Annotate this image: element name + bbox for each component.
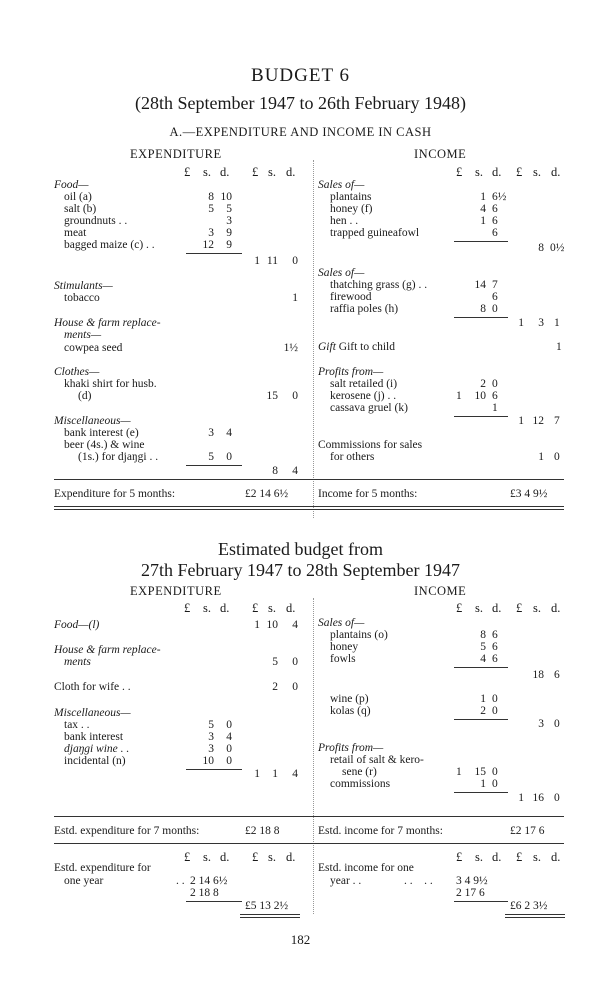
value: 9	[226, 227, 232, 239]
category-cloth: Cloth for wife . .	[54, 681, 131, 693]
item-gift: Gift Gift to child	[318, 341, 395, 353]
total-label: Income for 5 months:	[318, 488, 418, 500]
budget2-title: Estimated budget from	[218, 539, 383, 559]
value: 9	[226, 239, 232, 251]
value: 6	[492, 215, 498, 227]
value: 15	[474, 766, 486, 778]
item-salt-retailed: salt retailed (i)	[330, 378, 398, 390]
item-beer: beer (4s.) & wine	[64, 439, 145, 451]
col-pence: d.	[220, 165, 230, 179]
category-house-cont: ments—	[64, 329, 102, 341]
col-pence: d.	[286, 850, 296, 864]
value: 1	[538, 451, 544, 463]
item-fowls: fowls	[330, 653, 356, 665]
value: 1	[480, 693, 486, 705]
item-beer-cont: (1s.) for djaŋgi . .	[78, 451, 159, 463]
value: 1	[480, 778, 486, 790]
col-pence: d.	[286, 165, 296, 179]
value: 8	[208, 191, 214, 203]
col-pence: d.	[492, 165, 502, 179]
item-tobacco: tobacco	[64, 292, 100, 304]
col-pound: £	[252, 850, 259, 864]
income-heading: INCOME	[414, 147, 467, 161]
category-profits: Profits from—	[318, 366, 384, 378]
subtotal: 1	[518, 415, 524, 427]
col-shilling: s.	[203, 850, 211, 864]
value: 15	[266, 390, 278, 402]
value: 12	[202, 239, 214, 251]
col-shilling: s.	[533, 601, 541, 615]
column-divider	[313, 160, 314, 518]
item-bank-interest: bank interest (e)	[64, 427, 139, 439]
subtotal: 0	[292, 255, 298, 267]
col-shilling: s.	[475, 850, 483, 864]
rule	[54, 479, 564, 480]
value: 0	[492, 778, 498, 790]
value: 4	[226, 731, 232, 743]
year-value: 2 17 6	[456, 887, 485, 899]
value: 2	[480, 378, 486, 390]
value: 4	[292, 619, 298, 631]
col-pound: £	[252, 601, 259, 615]
item-guineafowl: trapped guineafowl	[330, 227, 420, 239]
rule	[54, 506, 564, 507]
subtotal: 1	[554, 317, 560, 329]
category-food: Food—	[54, 179, 89, 191]
col-pound: £	[252, 165, 259, 179]
expenditure-heading: EXPENDITURE	[130, 147, 222, 161]
category-misc: Miscellaneous—	[54, 415, 131, 427]
subtotal: 1	[254, 768, 260, 780]
value: 2	[480, 705, 486, 717]
col-pound: £	[456, 165, 463, 179]
item-groundnuts: groundnuts . .	[64, 215, 128, 227]
subtotal: 1	[254, 255, 260, 267]
rule	[54, 509, 564, 510]
total-label: Estd. expenditure for 7 months:	[54, 825, 200, 837]
value: 0	[292, 681, 298, 693]
item-cowpea: cowpea seed	[64, 342, 123, 354]
col-pence: d.	[220, 601, 230, 615]
col-pound: £	[456, 850, 463, 864]
value: 3	[208, 427, 214, 439]
total-label: Estd. income for 7 months:	[318, 825, 443, 837]
value: 2	[272, 681, 278, 693]
value: 1	[480, 191, 486, 203]
value: 0	[226, 719, 232, 731]
value: 5	[272, 656, 278, 668]
subtotal-rule	[454, 719, 508, 720]
value: 8	[480, 629, 486, 641]
col-shilling: s.	[268, 601, 276, 615]
item-maize: bagged maize (c) . .	[64, 239, 155, 251]
subtotal-rule	[454, 241, 508, 242]
year-label: Estd. expenditure for	[54, 862, 151, 874]
col-pound: £	[516, 165, 523, 179]
col-pence: d.	[551, 850, 561, 864]
dots: . .	[176, 875, 185, 887]
value: 1	[254, 619, 260, 631]
value: 6½	[492, 191, 507, 203]
item-tax: tax . .	[64, 719, 90, 731]
year-total: £5 13 2½	[245, 900, 289, 912]
value: 1½	[283, 342, 298, 354]
total-value: £2 17 6	[510, 825, 545, 837]
category-food: Food—(l)	[54, 619, 100, 631]
value: 1	[492, 402, 498, 414]
subtotal: 18	[532, 669, 544, 681]
year-label-cont: year . .	[330, 875, 362, 887]
category-house-cont: ments	[64, 656, 91, 668]
total-value: £3 4 9½	[510, 488, 548, 500]
value: 0	[292, 656, 298, 668]
value: 10	[474, 390, 486, 402]
column-divider	[313, 598, 314, 914]
value: 1	[556, 341, 562, 353]
item-honey: honey (f)	[330, 203, 373, 215]
item-cassava-gruel: cassava gruel (k)	[330, 402, 408, 414]
col-shilling: s.	[268, 850, 276, 864]
double-rule	[505, 914, 565, 915]
subtotal: 8	[272, 465, 278, 477]
page-title: BUDGET 6	[251, 65, 350, 86]
item-khaki: khaki shirt for husb.	[64, 378, 157, 390]
double-rule	[240, 914, 300, 915]
subtotal: 1	[518, 792, 524, 804]
value: 4	[480, 203, 486, 215]
value: 0	[492, 378, 498, 390]
year-label: Estd. income for one	[318, 862, 414, 874]
col-pound: £	[184, 165, 191, 179]
col-shilling: s.	[268, 165, 276, 179]
value: 5	[226, 203, 232, 215]
value: 6	[492, 203, 498, 215]
item-plantains: plantains (o)	[330, 629, 388, 641]
value: 1	[456, 766, 462, 778]
value: 0	[492, 766, 498, 778]
col-pound: £	[516, 850, 523, 864]
expenditure-heading: EXPENDITURE	[130, 584, 222, 598]
dots: . . . .	[404, 875, 433, 887]
col-pence: d.	[492, 850, 502, 864]
col-shilling: s.	[203, 601, 211, 615]
category-misc: Miscellaneous—	[54, 707, 131, 719]
subtotal: 6	[554, 669, 560, 681]
col-pound: £	[184, 850, 191, 864]
year-total: £6 2 3½	[510, 900, 548, 912]
col-pence: d.	[492, 601, 502, 615]
value: 4	[226, 427, 232, 439]
value: 3	[226, 215, 232, 227]
item-commissions: commissions	[330, 778, 391, 790]
value: 1	[292, 292, 298, 304]
col-pence: d.	[551, 165, 561, 179]
value: 3	[208, 731, 214, 743]
subtotal: 4	[292, 465, 298, 477]
subtotal-rule	[454, 792, 508, 793]
value: 0	[554, 451, 560, 463]
subtotal: 0½	[550, 242, 565, 254]
value: 6	[492, 291, 498, 303]
subtotal-rule	[454, 901, 508, 902]
total-value: £2 14 6½	[245, 488, 289, 500]
value: 6	[492, 653, 498, 665]
category-house: House & farm replace-	[54, 317, 161, 329]
year-label-cont: one year	[64, 875, 104, 887]
subtotal-rule	[186, 465, 242, 466]
col-shilling: s.	[533, 165, 541, 179]
item-retail-cont: sene (r)	[342, 766, 377, 778]
value: 6	[492, 227, 498, 239]
value: 5	[480, 641, 486, 653]
value: 7	[492, 279, 498, 291]
value: 6	[492, 641, 498, 653]
subtotal-rule	[186, 769, 242, 770]
item-thatching-grass: thatching grass (g) . .	[330, 279, 428, 291]
col-shilling: s.	[203, 165, 211, 179]
category-stimulants: Stimulants—	[54, 280, 113, 292]
budget2-subtitle: 27th February 1947 to 28th September 1947	[141, 560, 460, 580]
value: 5	[208, 719, 214, 731]
item-wine: wine (p)	[330, 693, 369, 705]
item-incidental: incidental (n)	[64, 755, 126, 767]
subtotal: 0	[554, 792, 560, 804]
col-pound: £	[184, 601, 191, 615]
col-pound: £	[516, 601, 523, 615]
subtotal: 16	[532, 792, 544, 804]
item-meat: meat	[64, 227, 87, 239]
value: 1	[456, 390, 462, 402]
item-oil: oil (a)	[64, 191, 92, 203]
item-kolas: kolas (q)	[330, 705, 371, 717]
value: 5	[208, 203, 214, 215]
category-house: House & farm replace-	[54, 644, 161, 656]
value: 10	[220, 191, 232, 203]
item-firewood: firewood	[330, 291, 372, 303]
col-pence: d.	[220, 850, 230, 864]
value: 14	[474, 279, 486, 291]
value: 0	[226, 755, 232, 767]
subtotal-rule	[454, 416, 508, 417]
col-pence: d.	[286, 601, 296, 615]
item-commissions: Commissions for sales	[318, 439, 423, 451]
subtotal: 8	[538, 242, 544, 254]
total-label: Expenditure for 5 months:	[54, 488, 176, 500]
subtotal: 0	[554, 718, 560, 730]
item-djangi-wine: djaŋgi wine . .	[64, 743, 130, 755]
gift-text: Gift to child	[338, 341, 395, 353]
value: 0	[492, 693, 498, 705]
subtotal: 7	[554, 415, 560, 427]
item-kerosene: kerosene (j) . .	[330, 390, 397, 402]
value: 6	[492, 629, 498, 641]
subtotal: 4	[292, 768, 298, 780]
category-sales: Sales of—	[318, 267, 365, 279]
subtotal: 1	[272, 768, 278, 780]
item-commissions-cont: for others	[330, 451, 375, 463]
value: 1	[480, 215, 486, 227]
year-value: 3 4 9½	[456, 875, 488, 887]
value: 6	[492, 390, 498, 402]
value: 0	[492, 705, 498, 717]
category-clothes: Clothes—	[54, 366, 100, 378]
year-value: 2 14 6½	[190, 875, 228, 887]
col-pound: £	[456, 601, 463, 615]
subtotal: 1	[518, 317, 524, 329]
year-value: 2 18 8	[190, 887, 219, 899]
value: 0	[492, 303, 498, 315]
subtotal-rule	[186, 901, 242, 902]
value: 4	[480, 653, 486, 665]
col-shilling: s.	[533, 850, 541, 864]
value: 10	[266, 619, 278, 631]
subtotal-rule	[454, 667, 508, 668]
item-plantains: plantains	[330, 191, 372, 203]
double-rule	[240, 917, 300, 918]
col-shilling: s.	[475, 165, 483, 179]
subtotal: 11	[266, 255, 278, 267]
item-retail: retail of salt & kero-	[330, 754, 424, 766]
value: 0	[226, 743, 232, 755]
category-sales: Sales of—	[318, 179, 365, 191]
item-raffia-poles: raffia poles (h)	[330, 303, 399, 315]
item-hen: hen . .	[330, 215, 359, 227]
section-heading: A.—EXPENDITURE AND INCOME IN CASH	[169, 125, 432, 139]
value: 10	[202, 755, 214, 767]
value: 3	[208, 227, 214, 239]
page-number: 182	[290, 932, 311, 947]
item-khaki-cont: (d)	[78, 390, 92, 402]
income-heading: INCOME	[414, 584, 467, 598]
subtotal-rule	[454, 317, 508, 318]
subtotal: 3	[538, 718, 544, 730]
subtotal: 12	[532, 415, 544, 427]
col-pence: d.	[551, 601, 561, 615]
value: 3	[208, 743, 214, 755]
rule	[54, 843, 564, 844]
value: 0	[226, 451, 232, 463]
category-profits: Profits from—	[318, 742, 384, 754]
page-subtitle: (28th September 1947 to 26th February 1948)	[135, 93, 466, 113]
double-rule	[505, 917, 565, 918]
item-bank-interest: bank interest	[64, 731, 124, 743]
category-sales: Sales of—	[318, 617, 365, 629]
value: 8	[480, 303, 486, 315]
subtotal-rule	[186, 253, 242, 254]
item-honey: honey	[330, 641, 359, 653]
item-salt: salt (b)	[64, 203, 97, 215]
value: 0	[292, 390, 298, 402]
subtotal: 3	[538, 317, 544, 329]
total-value: £2 18 8	[245, 825, 280, 837]
value: 5	[208, 451, 214, 463]
rule	[54, 816, 564, 817]
col-shilling: s.	[475, 601, 483, 615]
